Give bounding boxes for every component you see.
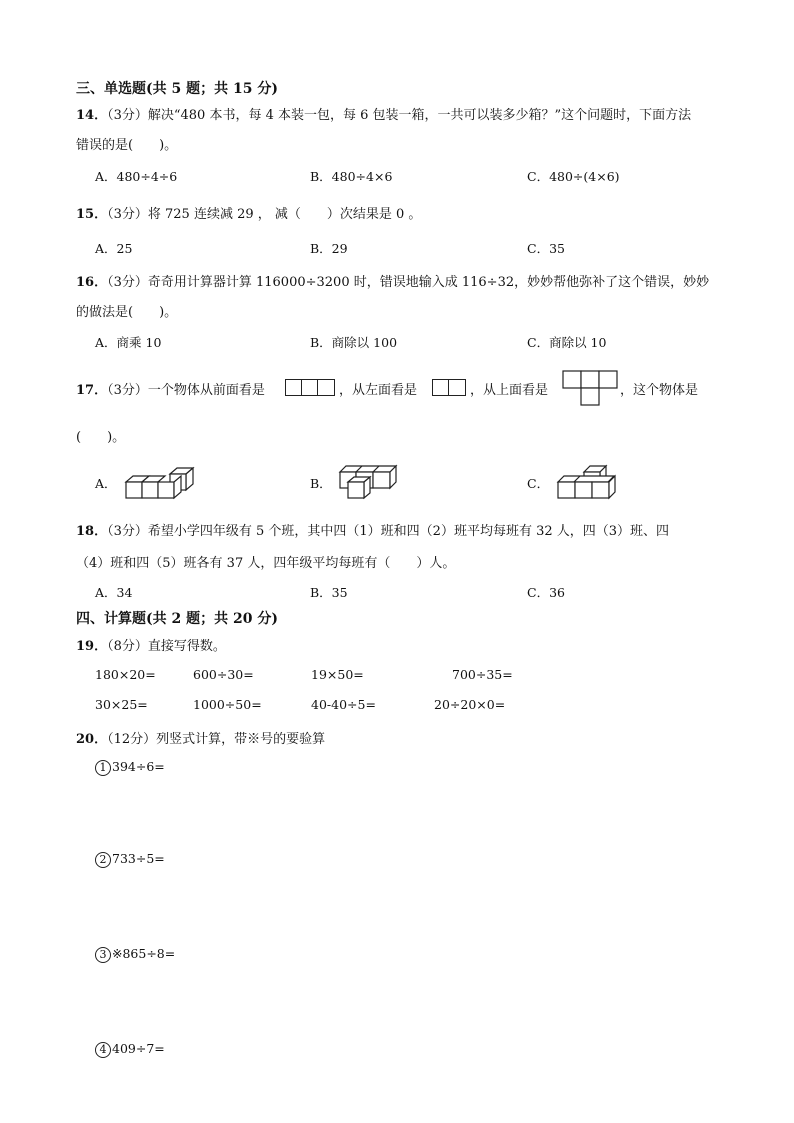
q20-item-2-expr: 733÷5=	[112, 851, 165, 866]
q17-text-left: ，从左面看是	[339, 383, 418, 398]
question-19-line	[76, 635, 226, 654]
circled-number-3: 3	[95, 947, 111, 963]
q17-option-a-label[interactable]: A．	[95, 476, 117, 491]
question-20-line	[76, 728, 325, 747]
question-16-text: （3分）奇奇用计算器计算 116000÷3200 时，错误地输入成 116÷32，妙妙帮他弥补了这个错误，妙妙	[107, 275, 710, 290]
q16-option-a[interactable]: A．商乘 10	[95, 335, 162, 350]
q16-option-b[interactable]: B．商除以 100	[310, 335, 398, 350]
q19-item-8: 20÷20×0=	[434, 697, 506, 712]
question-16-line1	[76, 271, 709, 290]
question-18-text: （3分）希望小学四年级有 5 个班，其中四（1）班和四（2）班平均每班有 32 人，四（3）班、四	[107, 524, 670, 539]
question-15-line	[76, 203, 421, 222]
q17-text-top: ，从上面看是	[470, 383, 549, 398]
question-18-line1	[76, 520, 669, 539]
q20-item-1	[95, 759, 165, 776]
left-view-two-squares	[432, 379, 466, 396]
question-17-line2: ( )。	[76, 430, 126, 445]
question-19-number: 19．	[76, 639, 108, 654]
question-17-number: 17．	[76, 383, 108, 398]
q17-option-a-figure[interactable]	[124, 466, 196, 500]
q17-option-b-figure[interactable]	[334, 464, 400, 500]
q18-option-b[interactable]: B．35	[310, 585, 348, 600]
q20-item-1-expr: 394÷6=	[112, 759, 165, 774]
circled-number-4: 4	[95, 1042, 111, 1058]
question-14-line2: 错误的是( )。	[76, 138, 178, 153]
q18-option-a[interactable]: A．34	[95, 585, 133, 600]
q19-item-1: 180×20=	[95, 667, 156, 682]
q17-option-c-figure[interactable]	[556, 464, 622, 500]
q20-item-4-expr: 409÷7=	[112, 1041, 165, 1056]
question-17-line1	[76, 379, 265, 398]
q20-item-4	[95, 1041, 165, 1058]
question-14-text: （3分）解决“480 本书，每 4 本装一包，每 6 包装一箱，一共可以装多少箱？”这个问题时，下面方法	[107, 108, 692, 123]
question-15-number: 15．	[76, 207, 108, 222]
section-3-title: 三、单选题(共 5 题；共 15 分)	[76, 81, 278, 97]
q20-item-3-expr: ※865÷8=	[112, 946, 176, 961]
q16-option-c[interactable]: C．商除以 10	[527, 335, 607, 350]
q14-option-a[interactable]: A．480÷4÷6	[95, 169, 178, 184]
top-view-figure	[562, 370, 618, 406]
q17-text-front: （3分）一个物体从前面看是	[107, 383, 265, 398]
q15-option-a[interactable]: A．25	[95, 241, 133, 256]
q19-item-4: 700÷35=	[452, 667, 513, 682]
circled-number-2: 2	[95, 852, 111, 868]
question-20-number: 20．	[76, 732, 108, 747]
question-14-line1	[76, 104, 691, 123]
question-14-number: 14．	[76, 108, 108, 123]
circled-number-1: 1	[95, 760, 111, 776]
q19-item-6: 1000÷50=	[193, 697, 262, 712]
q17-option-c-label[interactable]: C．	[527, 476, 550, 491]
q19-item-5: 30×25=	[95, 697, 148, 712]
q15-option-b[interactable]: B．29	[310, 241, 348, 256]
q14-option-c[interactable]: C．480÷(4×6)	[527, 169, 620, 184]
q19-item-7: 40-40÷5=	[311, 697, 376, 712]
question-19-text: （8分）直接写得数。	[107, 639, 226, 654]
q19-item-3: 19×50=	[311, 667, 364, 682]
q15-option-c[interactable]: C．35	[527, 241, 565, 256]
q14-option-b[interactable]: B．480÷4×6	[310, 169, 393, 184]
question-15-text: （3分）将 725 连续减 29 ， 减（ ）次结果是 0 。	[107, 207, 422, 222]
q20-item-2	[95, 851, 165, 868]
left-view-figure	[432, 379, 466, 396]
front-view-three-squares	[285, 379, 335, 396]
question-16-line2: 的做法是( )。	[76, 305, 178, 320]
q19-item-2: 600÷30=	[193, 667, 254, 682]
question-18-number: 18．	[76, 524, 108, 539]
q20-item-3	[95, 946, 175, 963]
q18-option-c[interactable]: C．36	[527, 585, 565, 600]
q17-text-end: ，这个物体是	[620, 383, 699, 398]
section-4-title: 四、计算题(共 2 题；共 20 分)	[76, 611, 278, 627]
question-20-text: （12分）列竖式计算，带※号的要验算	[107, 732, 326, 747]
question-16-number: 16．	[76, 275, 108, 290]
question-18-line2: （4）班和四（5）班各有 37 人，四年级平均每班有（ ）人。	[76, 556, 456, 571]
q17-option-b-label[interactable]: B．	[310, 476, 332, 491]
front-view-figure	[285, 379, 335, 396]
